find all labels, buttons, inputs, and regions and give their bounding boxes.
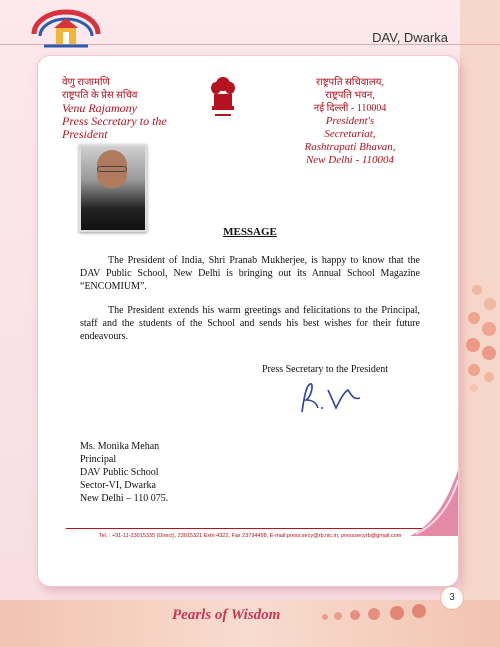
hindi-address-2: राष्ट्रपति भवन,	[325, 90, 375, 101]
footer-contact: Tel. : +91-11-23015335 (Direct), 23015321 Extn 4322, Fax 23794498, E-mail:press.secy@rb.nic.in, presssecyrb@gmail.com	[98, 533, 402, 539]
address-name: Ms. Monika Mehan	[80, 441, 160, 452]
address-line-1: President's Secretariat,	[324, 115, 376, 140]
signatory-title: Press Secretary to the President	[262, 364, 389, 375]
letterhead-left	[62, 76, 212, 141]
decor-dot	[412, 604, 426, 618]
address-line-3: New Delhi - 110004	[305, 154, 395, 166]
decor-dot	[368, 608, 380, 620]
decor-dot	[390, 606, 404, 620]
hindi-address-3: नई दिल्ली - 110004	[313, 103, 387, 114]
page-number: 3	[440, 586, 464, 610]
magazine-tagline: Pearls of Wisdom	[172, 607, 281, 623]
school-name: DAV, Dwarka	[372, 30, 448, 45]
address-school: DAV Public School	[80, 467, 159, 478]
letterhead-right	[300, 76, 400, 167]
message-title: MESSAGE	[223, 226, 277, 238]
sender-title: Press Secretary to the President	[62, 114, 167, 141]
hindi-address-1: राष्ट्रपति सचिवालय,	[316, 77, 384, 88]
address-city: New Delhi – 110 075.	[80, 493, 169, 504]
message-paragraph-1: The President of India, Shri Pranab Mukherjee, is happy to know that the DAV Public School, New Delhi is bringing out its Annual School Magazine “ENCOMIUM”.	[80, 255, 420, 292]
photo-glasses	[97, 166, 127, 172]
sender-name: Venu Rajamony	[62, 101, 137, 115]
decor-dot	[322, 614, 328, 620]
recipient-address	[80, 440, 168, 505]
address-line-2: Rashtrapati Bhavan,	[304, 141, 396, 153]
decor-dot	[468, 312, 480, 324]
address-sector: Sector-VI, Dwarka	[80, 480, 156, 491]
decor-dot	[482, 346, 496, 360]
national-emblem-icon	[208, 74, 238, 120]
footer-rule	[66, 528, 436, 529]
page-curl-decoration	[410, 470, 458, 536]
hindi-name: वेणु राजामणि	[62, 77, 110, 88]
decor-dot	[484, 298, 496, 310]
decor-dot	[472, 285, 482, 295]
address-role: Principal	[80, 454, 117, 465]
decor-dot	[468, 364, 480, 376]
decor-dot	[350, 610, 360, 620]
decor-dot	[470, 384, 478, 392]
signature-image	[296, 378, 366, 418]
message-paragraph-2: The President extends his warm greetings and felicitations to the Principal, staff and the students of the School and sends his best wishes for their future endeavours.	[80, 305, 420, 342]
decor-dot	[466, 338, 480, 352]
school-crest-icon	[26, 6, 106, 56]
decor-dot	[482, 322, 496, 336]
hindi-title: राष्ट्रपति के प्रेस सचिव	[62, 90, 138, 101]
decor-dot	[334, 612, 342, 620]
decor-dot	[484, 372, 494, 382]
